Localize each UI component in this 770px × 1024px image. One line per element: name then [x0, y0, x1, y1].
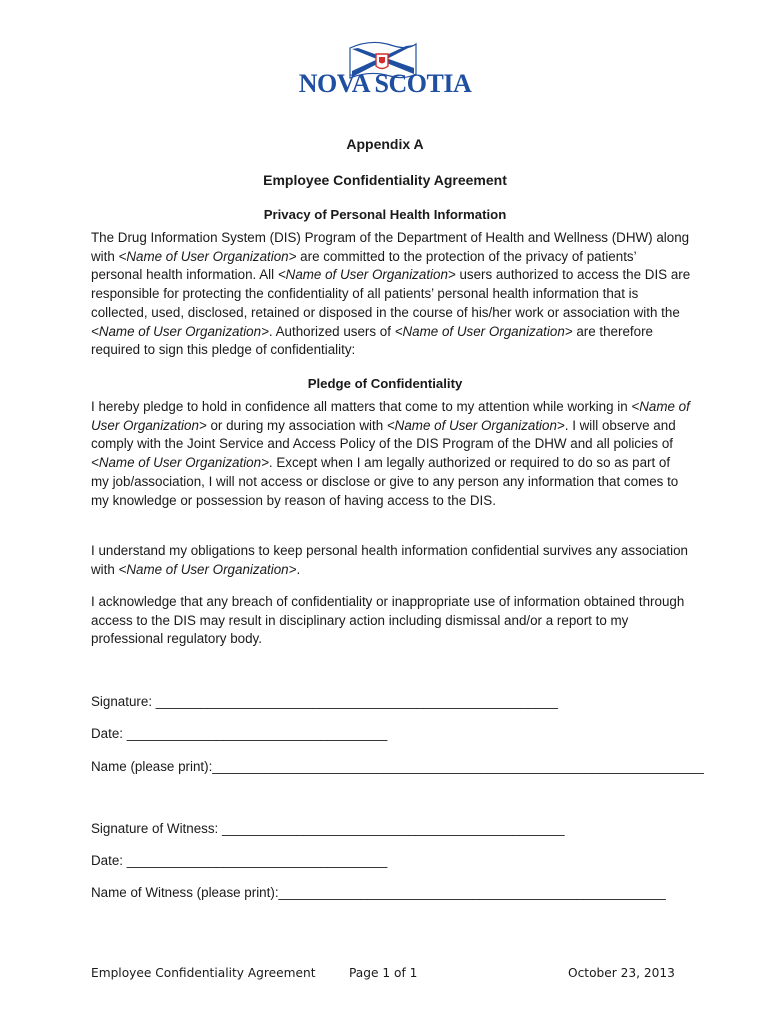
org-placeholder: <Name of User Organization> [118, 561, 297, 577]
footer-title: Employee Confidentiality Agreement [91, 966, 316, 980]
nova-scotia-flag-icon [288, 40, 482, 96]
logo-wordmark: NOVA SCOTIA [298, 69, 472, 96]
footer-page-number: Page 1 of 1 [349, 966, 418, 980]
obligations-paragraph: I understand my obligations to keep personal health information confidential survives any association with <Name of User Organization>. [91, 543, 688, 577]
nova-scotia-logo [288, 40, 482, 96]
pledge-paragraph: I hereby pledge to hold in confidence all matters that come to my attention while working in <Name of User Organization> or during my association with <Name of User Organization>. I will observe and comply with the Joint Service and Access Policy of the DIS Program of the DHW and all policies of <Name of User Organization>. Except when I am legally authorized or required to do so as part of my job/association, I will not access or disclose or give to any person any information that comes to my knowledge or possession by reason of having access to the DIS. [91, 399, 690, 508]
org-placeholder: <Name of User Organization> [91, 323, 269, 339]
org-placeholder: Organization> [488, 323, 573, 339]
intro-paragraph: The Drug Information System (DIS) Program of the Department of Health and Wellness (DHW) along with <Name of User Organization> are committed to the protection of the privacy of patients’ personal health information. All <Name of User Organization> users authorized to access the DIS are responsible for protecting the confidentiality of all patients’ personal health information that is collected, used, disclosed, retained or disposed in the course of his/her work or association with the <Name of User Organization>. Authorized users of <Name of User Organization> are therefore required to sign this pledge of confidentiality: [91, 230, 691, 358]
org-placeholder: <Name of User Organization> [386, 417, 565, 433]
acknowledge-paragraph: I acknowledge that any breach of confidentiality or inappropriate use of information obtained through access to the DIS may result in disciplinary action including dismissal and/or a report to my professional regulatory body. [91, 594, 685, 647]
org-placeholder: <Name of User Organization> [91, 455, 269, 471]
signature-field[interactable]: Signature: ______________________________________________________ [91, 694, 558, 709]
agreement-title: Employee Confidentiality Agreement [263, 172, 507, 188]
witness-signature-field[interactable]: Signature of Witness: ______________________________________________ [91, 821, 565, 836]
org-placeholder: <Name of User Organization> [277, 267, 456, 283]
date-field[interactable]: Date: ___________________________________ [91, 726, 388, 741]
pledge-heading: Pledge of Confidentiality [307, 376, 463, 391]
witness-date-field[interactable]: Date: ___________________________________ [91, 853, 388, 868]
org-placeholder: <Name of User [394, 323, 486, 339]
name-print-field[interactable]: Name (please print):__________________________________________________________________ [91, 759, 704, 774]
org-placeholder: <Name of User Organization> [91, 399, 690, 433]
footer-date: October 23, 2013 [568, 966, 675, 980]
privacy-heading: Privacy of Personal Health Information [263, 207, 507, 222]
witness-name-field[interactable]: Name of Witness (please print):____________________________________________________ [91, 885, 666, 900]
org-placeholder: <Name of User Organization> [118, 248, 297, 264]
appendix-heading: Appendix A [346, 136, 424, 152]
